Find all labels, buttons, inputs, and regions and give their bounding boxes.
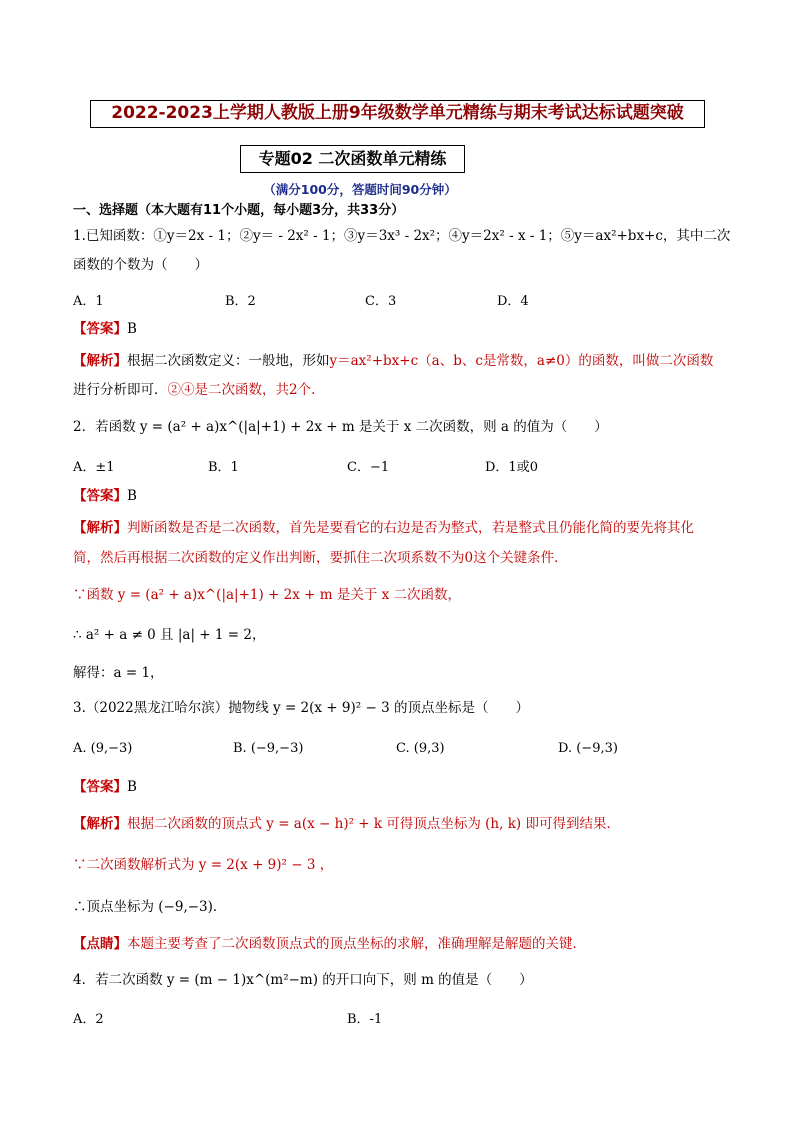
q1-analysis-text: 根据二次函数定义：一般地，形如 <box>127 353 330 369</box>
q2-analysis-line2: 简，然后再根据二次函数的定义作出判断，要抓住二次项系数不为0这个关键条件． <box>73 550 568 566</box>
q2-step3: 解得：a = 1， <box>73 665 164 681</box>
q1-analysis-line1 <box>73 352 713 370</box>
q1-stem-line1: 1.已知函数：①y＝2x - 1；②y＝ - 2x² - 1；③y＝3x³ - 2x²；④y＝2x² - x - 1；⑤y＝ax²+bx+c，其中二次 <box>73 228 731 244</box>
q3-comment <box>73 935 586 953</box>
answer-tag: 【答案】 <box>73 488 127 504</box>
q3-stem: 3.（2022黑龙江哈尔滨）抛物线 y = 2(x + 9)² − 3 的顶点坐标是（ ） <box>73 700 529 716</box>
q1-option-d: D．4 <box>497 294 529 309</box>
q3-option-b: B. (−9,−3) <box>233 741 304 756</box>
analysis-tag: 【解析】 <box>73 816 127 832</box>
q2-step2: ∴ a² + a ≠ 0 且 |a| + 1 = 2， <box>73 627 266 643</box>
analysis-tag: 【解析】 <box>73 520 127 536</box>
q1-analysis-result: ②④是二次函数，共2个. <box>167 382 316 398</box>
q4-option-a: A．2 <box>73 1012 104 1027</box>
q1-stem-line2: 函数的个数为（ ） <box>73 257 208 273</box>
q4-stem: 4．若二次函数 y = (m − 1)x^(m²−m) 的开口向下，则 m 的值是（ ） <box>73 972 533 988</box>
comment-tag: 【点睛】 <box>73 936 127 952</box>
q1-answer-value: B <box>127 321 137 337</box>
q2-answer <box>73 487 137 505</box>
q1-option-c: C．3 <box>365 294 397 309</box>
answer-tag: 【答案】 <box>73 779 127 795</box>
q2-option-a: A．±1 <box>73 460 115 475</box>
q3-answer-value: B <box>127 779 137 795</box>
q2-option-b: B．1 <box>208 460 239 475</box>
q1-answer <box>73 320 137 338</box>
q3-option-d: D. (−9,3) <box>558 741 618 756</box>
q3-option-c: C. (9,3) <box>396 741 445 756</box>
q2-stem: 2．若函数 y = (a² + a)x^(|a|+1) + 2x + m 是关于 x 二次函数，则 a 的值为（ ） <box>73 419 608 435</box>
q3-step1: ∵二次函数解析式为 y = 2(x + 9)² − 3 ， <box>73 857 334 873</box>
q2-step1: ∵函数 y = (a² + a)x^(|a|+1) + 2x + m 是关于 x 二次函数， <box>73 587 462 603</box>
q1-analysis-text2: 进行分析即可． <box>73 382 168 398</box>
q2-analysis-line1 <box>73 519 694 537</box>
answer-tag: 【答案】 <box>73 321 127 337</box>
series-title-banner: 2022-2023上学期人教版上册9年级数学单元精练与期末考试达标试题突破 <box>90 100 705 128</box>
exam-info: （满分100分，答题时间90分钟） <box>263 182 457 197</box>
q2-answer-value: B <box>127 488 137 504</box>
q1-analysis-formula: y＝ax²+bx+c（a、b、c是常数，a≠0）的函数，叫做二次函数 <box>329 353 714 369</box>
topic-title: 专题02 二次函数单元精练 <box>240 145 465 173</box>
q3-answer <box>73 778 137 796</box>
q1-analysis-line2 <box>73 381 315 399</box>
q1-option-b: B．2 <box>225 294 256 309</box>
q3-comment-text: 本题主要考查了二次函数顶点式的顶点坐标的求解，准确理解是解题的关键． <box>127 936 586 952</box>
q2-option-c: C．−1 <box>347 460 390 475</box>
q3-option-a: A. (9,−3) <box>73 741 133 756</box>
q4-option-b: B．-1 <box>347 1012 383 1027</box>
q3-analysis <box>73 815 620 833</box>
q3-analysis-text: 根据二次函数的顶点式 y = a(x − h)² + k 可得顶点坐标为 (h, k) 即可得到结果． <box>127 816 620 832</box>
q2-analysis-text1: 判断函数是否是二次函数，首先是要看它的右边是否为整式，若是整式且仍能化简的要先将其化 <box>127 520 694 536</box>
q1-option-a: A．1 <box>73 294 104 309</box>
q3-step2: ∴顶点坐标为 (−9,−3)． <box>73 899 227 915</box>
analysis-tag: 【解析】 <box>73 353 127 369</box>
section-heading: 一、选择题（本大题有11个小题，每小题3分，共33分） <box>73 203 405 218</box>
q2-option-d: D．1或0 <box>485 460 538 475</box>
